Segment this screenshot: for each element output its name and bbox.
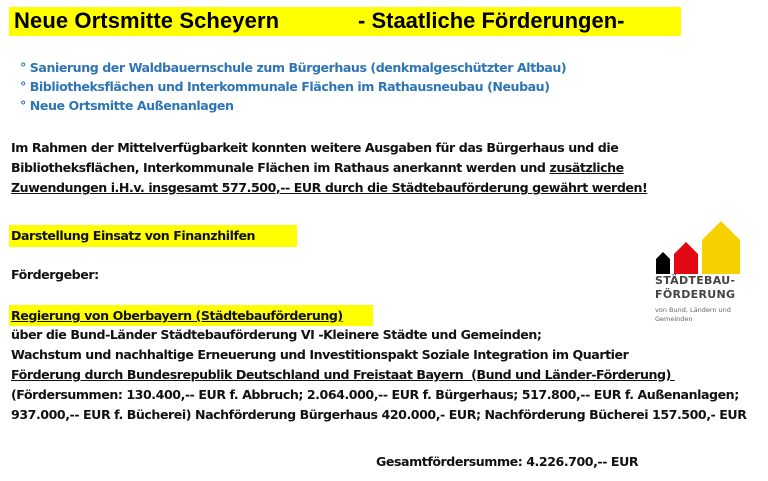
page-title: Neue Ortsmitte Scheyern	[14, 8, 280, 33]
logo-title-line-1: STÄDTEBAU-	[655, 274, 736, 287]
logo-subtitle-line-1: von Bund, Ländern und	[655, 306, 731, 314]
intro-line-3: Zuwendungen i.H.v. insgesamt 577.500,-- EUR durch die Städtebauförderung gewährt werden!	[11, 180, 648, 195]
funder-name: Regierung von Oberbayern (Städtebauförderung)	[11, 308, 343, 323]
logo-house-black	[656, 252, 670, 274]
funding-details	[11, 325, 746, 425]
project-list	[20, 58, 566, 115]
intro-line-2-text: Bibliotheksflächen, Interkommunale Flächen im Rathaus anerkannt werden und	[11, 160, 550, 175]
project-item: ° Bibliotheksflächen und Interkommunale Flächen im Rathausneubau (Neubau)	[20, 79, 550, 94]
logo-subtitle	[655, 306, 731, 324]
intro-line-1: Im Rahmen der Mittelverfügbarkeit konnten weitere Ausgaben für das Bürgerhaus und die	[11, 140, 619, 155]
logo-title	[655, 274, 735, 302]
funding-sums-line-1: (Fördersummen: 130.400,-- EUR f. Abbruch; 2.064.000,-- EUR f. Bürgerhaus; 517.800,-- EUR f. Außenanlagen;	[11, 387, 739, 402]
intro-emphasis: zusätzliche	[549, 160, 624, 175]
intro-paragraph	[11, 138, 647, 198]
project-item: ° Sanierung der Waldbauernschule zum Bürgerhaus (denkmalgeschützter Altbau)	[20, 60, 567, 75]
page-subtitle: - Staatliche Förderungen-	[358, 8, 625, 33]
program-line: Wachstum und nachhaltige Erneuerung und Investitionspakt Soziale Integration im Quartier	[11, 347, 629, 362]
logo-house-red	[674, 242, 698, 274]
project-item: ° Neue Ortsmitte Außenanlagen	[20, 98, 234, 113]
funder-label: Fördergeber:	[11, 267, 99, 282]
section-heading: Darstellung Einsatz von Finanzhilfen	[11, 228, 256, 243]
total-funding: Gesamtfördersumme: 4.226.700,-- EUR	[376, 454, 639, 469]
funding-sums-line-2: 937.000,-- EUR f. Bücherei) Nachförderung Bürgerhaus 420.000,- EUR; Nachförderung Bücherei 157.500,- EUR	[11, 407, 747, 422]
logo-subtitle-line-2: Gemeinden	[655, 315, 693, 323]
program-line: über die Bund-Länder Städtebauförderung VI -Kleinere Städte und Gemeinden;	[11, 327, 542, 342]
logo-house-gold	[702, 221, 740, 274]
logo-title-line-2: FÖRDERUNG	[655, 288, 736, 301]
intro-line-2	[11, 158, 647, 178]
funding-source-line: Förderung durch Bundesrepublik Deutschland und Freistaat Bayern (Bund und Länder-Förderung)	[11, 367, 675, 382]
